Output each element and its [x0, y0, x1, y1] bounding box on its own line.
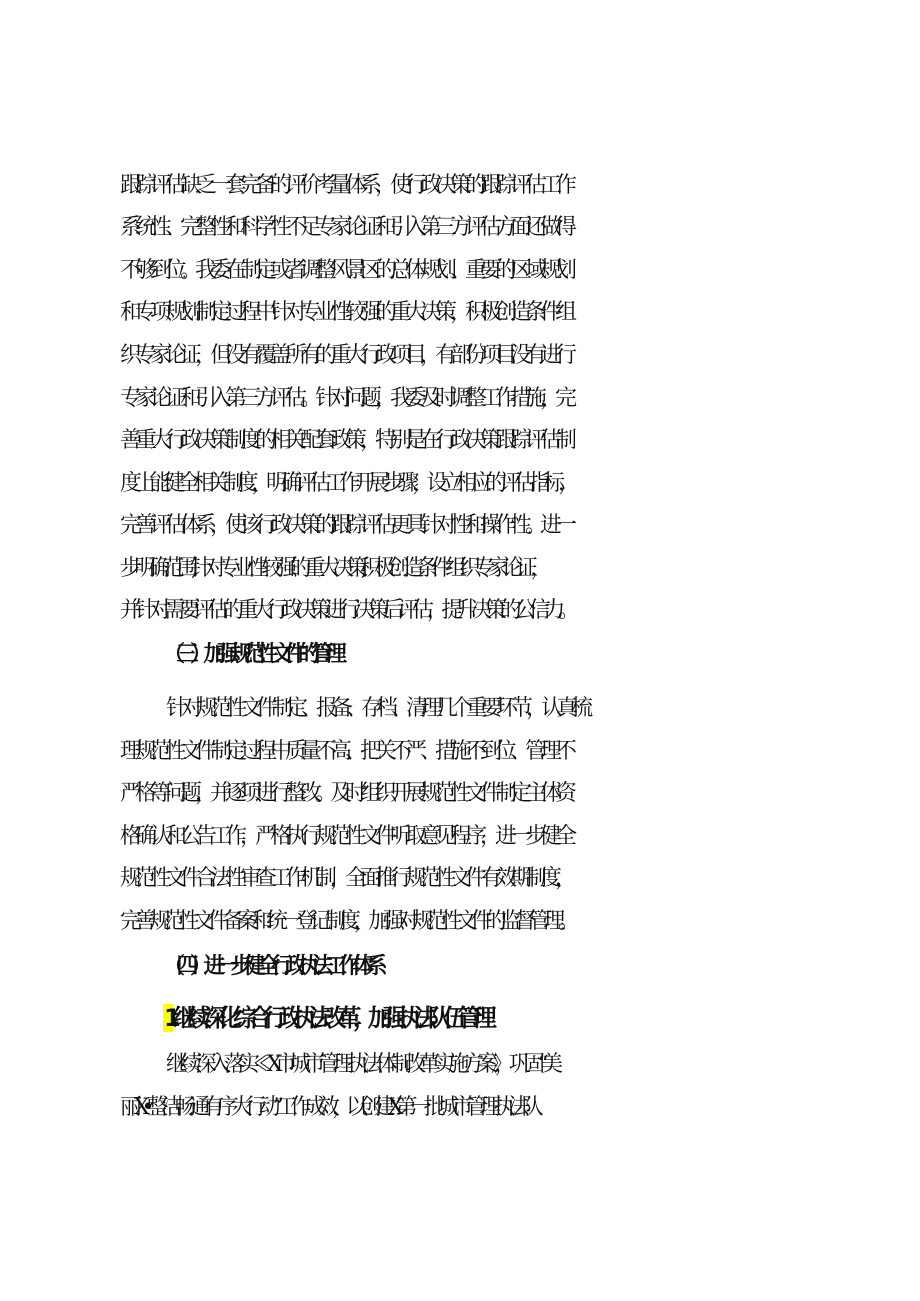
- paragraph-1-line-4: 和专项规划制定过程中针对专业性较强的重大决策，积极创造条件组: [120, 300, 571, 325]
- subheading-1-number: 1.: [164, 1004, 172, 1032]
- paragraph-2-line-6: 完善规范性文件备案和统一登记制度，加强对规范性文件的监督管理。: [120, 909, 573, 934]
- paragraph-1-line-8: 度上能健全相关制度，明确评估工作开展步骤，设立相应的评估指标，: [120, 471, 573, 496]
- section-heading-4: （四）进一步健全行政执法工作体系: [163, 954, 380, 979]
- paragraph-1-line-10: 步明确范围,针对专业性较强的重大决策,积极创造条件组织专家论证，: [120, 556, 545, 581]
- paragraph-2-line-1: 针对规范性文件制定、报备、存档、清理几个重要环节，认真梳: [166, 696, 587, 721]
- section-heading-3: （三）加强规范性文件的管理: [163, 642, 339, 667]
- paragraph-1-line-3: 不够到位。我委在制定或者调整风景区的总体规划、重要的区域规划: [120, 258, 571, 283]
- paragraph-2-line-3: 严格等问题，并逐项进行整改。及时组织开展规范性文件制定主体资: [120, 781, 571, 806]
- subheading-1-text: 继续深化综合行政执法改革，加强执法队伍管理: [172, 1004, 488, 1032]
- paragraph-2-line-4: 格确认和公告工作，严格执行规范性文件听取意见程序，进一步健全: [120, 824, 571, 849]
- paragraph-1-line-9: 完善评估体系，使该行政决策的跟踪评估更具针对性和操作性。进一: [120, 513, 571, 538]
- subheading-1: [163, 1003, 920, 1033]
- paragraph-3-line-2: 丽X•整洁畅通有序大行动”工作成效，以创建X第一批城市管理执法队: [120, 1095, 536, 1120]
- paragraph-2-line-2: 理规范性文件制定过程中质量不高、把关不严、措施不到位、管理不: [120, 739, 571, 764]
- paragraph-3-line-1: 继续深入落实≪X市城市管理执法体制改革实施方案》，巩固“美: [166, 1052, 556, 1077]
- paragraph-1-line-11: 并针对需要评估的重大行政决策进行决策后评估，提升决策的公信力。: [120, 598, 573, 623]
- paragraph-1-line-7: 善重大行政决策制度的相关配套政策，特别是在行政决策跟踪评估制: [120, 428, 571, 453]
- paragraph-1-line-2: 系统性、完整性和科学性不足专家论证和引入第三方评估方面还做得: [120, 215, 571, 240]
- paragraph-1-line-5: 织专家论证，但没有覆盖所有的重大行政项目，有部份项目没有进行: [120, 343, 571, 368]
- paragraph-1-line-1: 跟踪评估缺乏一套完备的评价考量体系，使行政决策的跟踪评估工作: [120, 173, 571, 198]
- paragraph-1-line-6: 专家论证和引入第三方评估。针对问题，我委及时调整工作措施，完: [120, 386, 571, 411]
- paragraph-2-line-5: 规范性文件合法性审查工作机制，全面推行规范性文件有效期制度，: [120, 866, 571, 891]
